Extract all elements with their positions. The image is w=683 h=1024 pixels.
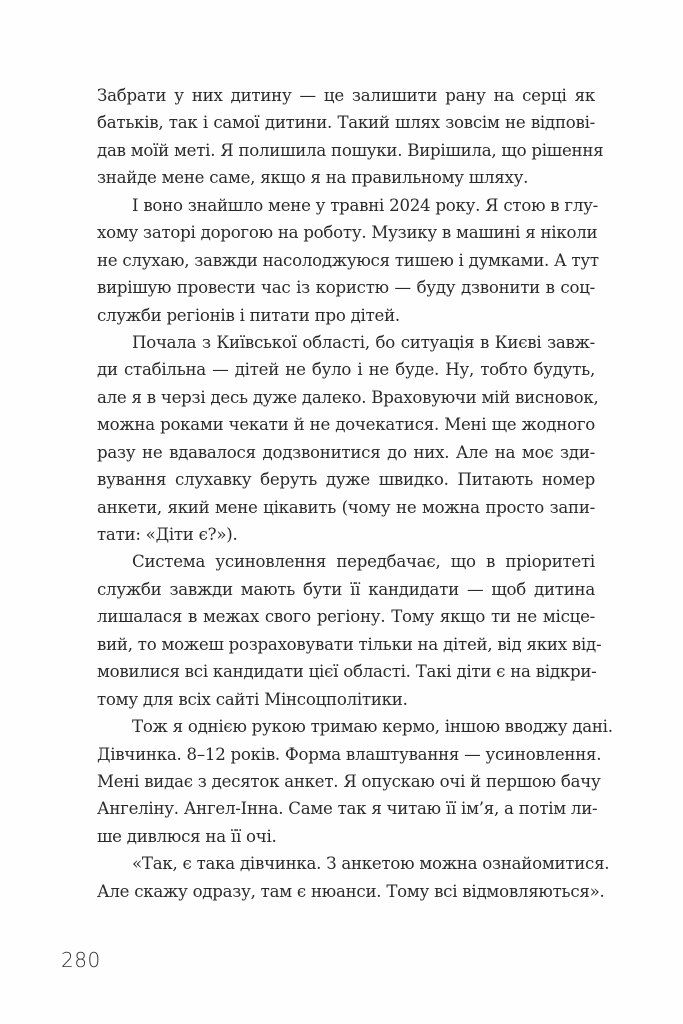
text-line: вування слухавку беруть дуже швидко. Питають номер (97, 470, 595, 490)
paragraph (97, 82, 604, 192)
text-line: анкети, який мене цікавить (чому не можна просто запи- (97, 497, 595, 517)
text-line: вирішую провести час із користю — буду дзвонити в соц- (97, 278, 595, 298)
text-line: Тож я однією рукою тримаю кермо, іншою вводжу дані. (132, 717, 613, 737)
text-line: Ангеліну. Ангел-Інна. Саме так я читаю її ім’я, а потім ли- (97, 799, 598, 819)
text-line: хому заторі дорогою на роботу. Музику в машині я ніколи (97, 223, 598, 243)
text-line: Забрати у них дитину — це залишити рану на серці як (97, 86, 595, 105)
text-line: тому для всіх сайті Мінсоцполітики. (97, 689, 408, 709)
paragraph (97, 192, 599, 329)
text-line: тати: «Діти є?»). (97, 525, 238, 544)
text-line: разу не вдавалося додзвонитися до них. Але на моє зди- (97, 442, 595, 462)
body-text (97, 82, 613, 905)
paragraph (97, 850, 610, 905)
text-line: вий, то можеш розраховувати тільки на дітей, від яких від- (97, 634, 602, 654)
text-line: мовилися всі кандидати цієї області. Такі діти є на відкри- (97, 662, 597, 682)
text-line: знайде мене саме, якщо я на правильному шляху. (97, 168, 529, 188)
text-line: можна роками чекати й не дочекатися. Мені ще жодного (97, 415, 595, 435)
paragraph (97, 329, 599, 549)
text-line: служби завжди мають бути її кандидати — щоб дитина (97, 579, 595, 599)
text-line: але я в черзі десь дуже далеко. Враховуючи мій висновок, (97, 387, 599, 407)
text-line: не слухаю, завжди насолоджуюся тишею і думками. А тут (97, 250, 599, 270)
paragraph (97, 713, 613, 850)
page-number: 280 (61, 948, 101, 972)
text-line: Мені видає з десяток анкет. Я опускаю очі й першою бачу (97, 771, 601, 791)
paragraph (97, 548, 602, 713)
text-line: лишалася в межах свого регіону. Тому якщо ти не місце- (97, 607, 595, 627)
text-line: ше дивлюся на її очі. (97, 826, 277, 846)
text-line: «Так, є така дівчинка. З анкетою можна ознайомитися. (132, 854, 610, 874)
text-line: служби регіонів і питати про дітей. (97, 305, 400, 325)
text-line: батьків, так і самої дитини. Такий шлях зовсім не відпові- (97, 113, 595, 133)
text-line: ди стабільна — дітей не було і не буде. Ну, тобто будуть, (97, 360, 595, 380)
text-line: дав моїй меті. Я полишила пошуки. Вирішила, що рішення (97, 140, 604, 160)
text-line: Дівчинка. 8–12 років. Форма влаштування — усиновлення. (97, 744, 602, 764)
text-line: Система усиновлення передбачає, що в пріоритеті (132, 552, 595, 572)
text-line: Почала з Київської області, бо ситуація в Києві завж- (132, 332, 595, 352)
text-line: І воно знайшло мене у травні 2024 року. Я стою в глу- (132, 195, 599, 215)
text-line: Але скажу одразу, там є нюанси. Тому всі відмовляються». (97, 881, 605, 901)
